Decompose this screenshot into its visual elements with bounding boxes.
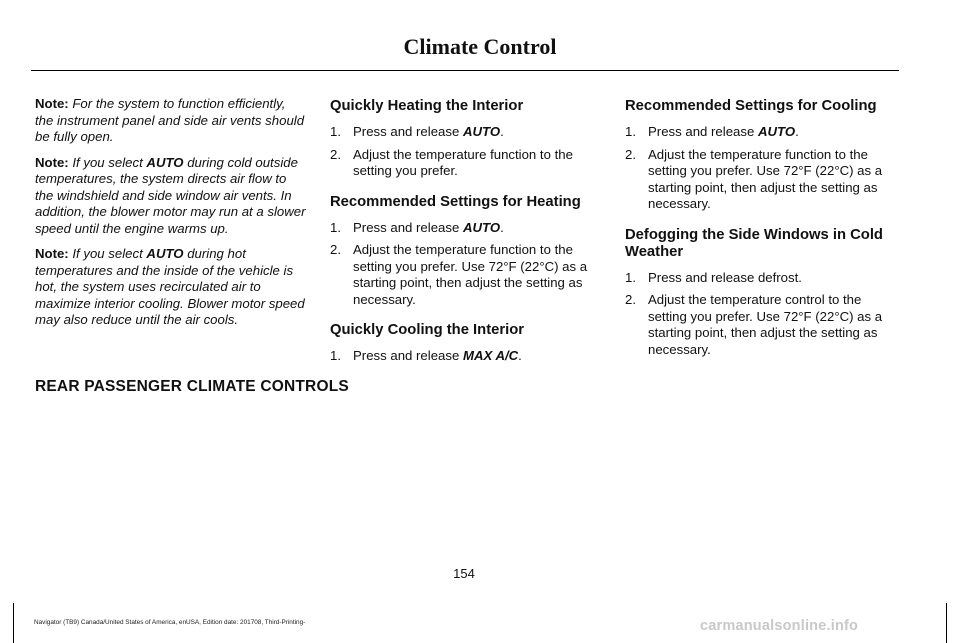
list-item [330,220,602,237]
list-item [330,242,602,308]
step-text [353,242,602,308]
crop-mark-right [946,603,947,643]
step-keyword: AUTO [462,219,501,235]
list-item [625,147,897,213]
note-paragraph [35,246,307,329]
step-text [648,147,897,213]
header-divider [31,70,899,71]
step-number: 2. [625,146,636,162]
step-list [330,348,602,365]
step-keyword: AUTO [462,124,501,139]
step-text-main: Adjust the temperature function to the setting you prefer. [353,146,573,178]
note-text: For the system to function efficiently, the instrument panel and side air vents should be fully open. [35,96,305,144]
step-number: 1. [625,269,636,285]
section-title: REAR PASSENGER CLIMATE CONTROLS [35,378,349,395]
step-text [353,147,602,180]
step-text-main: Press and release defrost. [648,269,802,285]
section-heading: Recommended Settings for Heating [330,193,581,210]
step-number: 2. [625,292,636,307]
note-text: during hot temperatures and the inside of the vehicle is hot, the system uses recirculated air to maximize interior cooling. Blower motor speed may also reduce until the air cools. [35,246,305,327]
step-number: 1. [625,124,636,139]
watermark-logo: carmanualsonline.info [700,618,859,634]
step-number: 1. [330,348,341,363]
step-text-main: Adjust the temperature function to the setting you prefer. Use 72°F (22°C) as a starting point, then adjust the setting as necessary. [648,146,883,211]
step-number: 1. [330,124,341,139]
step-text [353,124,602,141]
step-text-main: Adjust the temperature function to the setting you prefer. Use 72°F (22°C) as a starting point, then adjust the setting as necessary. [353,242,588,307]
note-label: Note: [35,96,69,111]
note-keyword: AUTO [146,154,184,170]
list-item [625,292,897,358]
step-text-main: Press and release [353,219,463,235]
cooling-instructions-column [625,96,897,372]
step-list [625,270,897,359]
step-text-end: . [518,348,522,363]
note-keyword: AUTO [146,246,184,261]
step-text-main: Adjust the temperature control to the setting you prefer. Use 72°F (22°C) as a starting point, then adjust the setting as necessary. [648,292,883,357]
heating-instructions-column [330,96,602,379]
step-list [330,124,602,180]
step-text-main: Press and release [353,124,463,139]
list-item [330,348,602,365]
step-text-end: . [500,219,504,235]
note-paragraph [35,155,307,238]
footer-edition-text: Navigator (TB9) Canada/United States of America, enUSA, Edition date: 201708, Third-Printing- [34,619,306,626]
list-item [330,147,602,180]
note-label: Note: [35,154,69,170]
step-text-end: . [795,124,799,139]
crop-mark-left [13,603,14,643]
step-keyword: MAX A/C [462,348,519,363]
list-item [625,270,897,287]
section-heading: Defogging the Side Windows in Cold Weather [625,226,883,260]
step-text-end: . [500,124,504,139]
note-paragraph [35,96,307,146]
step-text-main: Press and release [353,348,463,363]
section-heading: Recommended Settings for Cooling [625,98,877,114]
section-heading: Quickly Heating the Interior [330,98,524,114]
note-text: If you select [72,154,147,170]
section-heading: Quickly Cooling the Interior [330,322,525,338]
note-text: If you select [72,246,147,261]
list-item [625,124,897,141]
step-number: 2. [330,146,341,162]
notes-column [35,96,307,338]
list-item [330,124,602,141]
step-text-main: Press and release [648,124,758,139]
step-text [648,270,897,287]
step-text [353,348,602,365]
step-text [648,292,897,358]
step-list [330,220,602,309]
page-number: 154 [453,566,475,581]
step-text [648,124,897,141]
page-title: Climate Control [403,34,557,59]
step-keyword: AUTO [757,124,796,139]
note-label: Note: [35,246,69,261]
step-number: 2. [330,242,341,257]
step-list [625,124,897,213]
step-number: 1. [330,219,341,235]
step-text [353,220,602,237]
note-text: during cold outside temperatures, the system directs air flow to the windshield and side window air vents. In addition, the blower motor may run at a slower speed until the engine warms up. [35,154,306,236]
